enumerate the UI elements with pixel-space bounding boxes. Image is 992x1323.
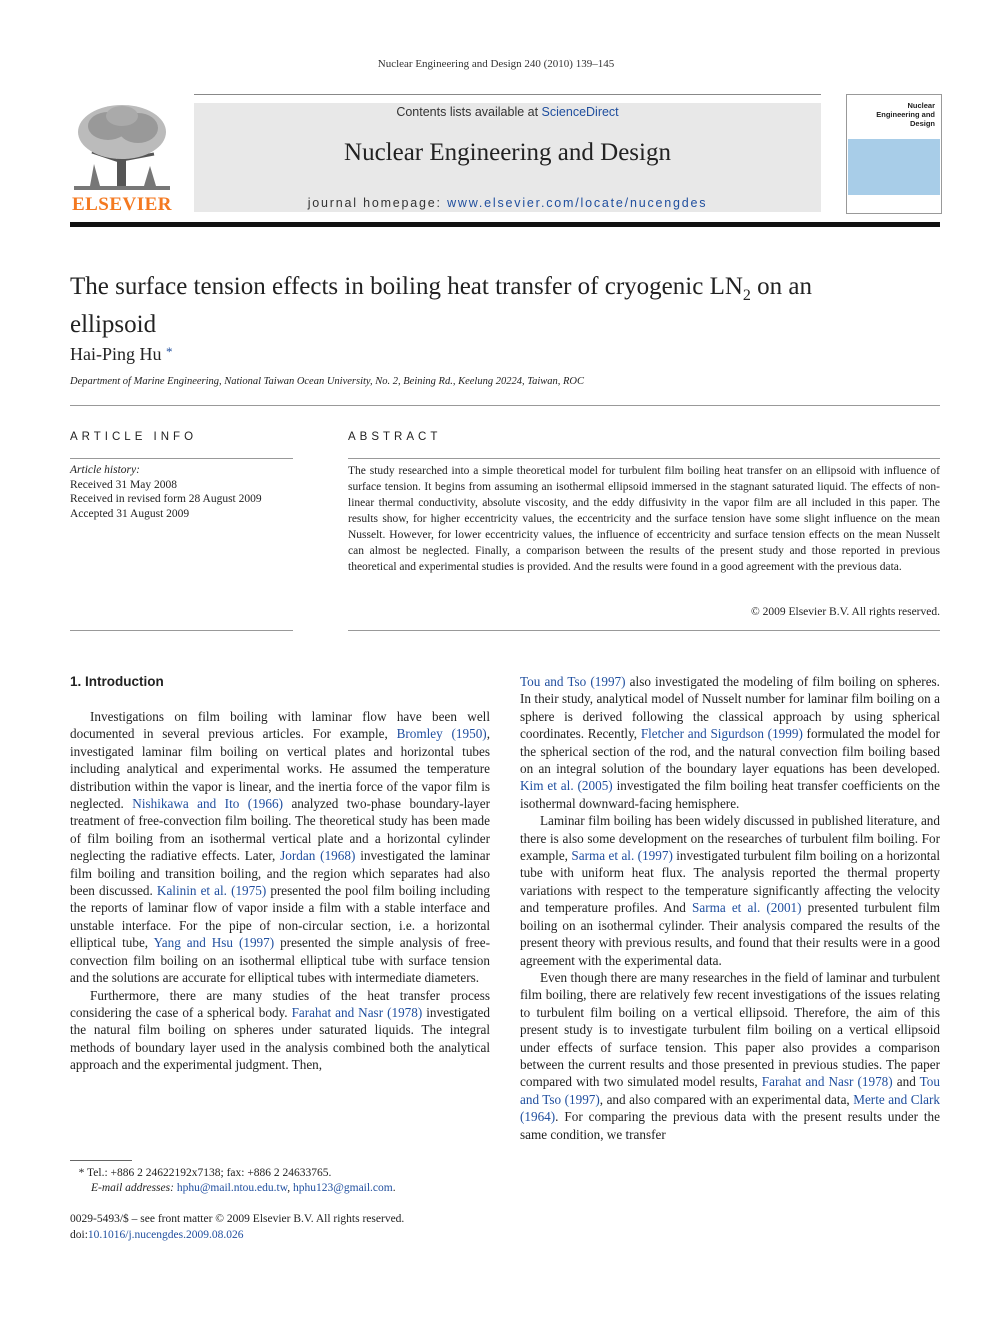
accepted-date: Accepted 31 August 2009	[70, 507, 190, 520]
text-run: presented the pool film boiling including the reports of laminar flow of vapor inside a film with a stable interface and unstable interface. For the pipe of non-circular section, i.e. a horizontal elliptical tube,	[70, 883, 490, 951]
text-run: analyzed two-phase boundary-layer treatment of free-convection film boiling. The theoretical study has been made of film boiling from an isothermal vertical plate and a horizontal cylinder neglecting the radiative effects. Later,	[70, 796, 490, 864]
email-label: E-mail addresses:	[91, 1182, 174, 1194]
footnote-phone: Tel.: +886 2 24622192x7138; fax: +886 2 24633765.	[84, 1167, 332, 1179]
text-run: formulated the model for the spherical section of the rod, and the natural convection film boiling based on an integral solution of the boundary layer equations has been developed.	[520, 726, 940, 777]
author-line	[70, 344, 173, 365]
title-subscript: 2	[742, 287, 751, 304]
intro-paragraph-2-continued	[520, 673, 940, 812]
citation-link[interactable]: Merte and Clark (1964)	[520, 1091, 941, 1125]
text-run: Furthermore, there are many studies of the heat transfer process considering the case of a spherical body.	[70, 987, 490, 1020]
tree-icon	[70, 102, 174, 194]
article-title	[70, 272, 870, 339]
text-run: Investigations on film boiling with laminar flow have been well documented in several previous articles. For example,	[70, 709, 490, 742]
text-run: presented turbulent film boiling on an isothermal cylinder. Their analysis compared the results of the present theory with previous results, and found that their results were in a good agreement with the experimental data.	[520, 900, 940, 968]
citation-link[interactable]: Kim et al. (2005)	[520, 778, 613, 794]
text-run: also investigated the modeling of film boiling on spheres. In their study, analytical model of Nusselt number for laminar film boiling on a sphere is derived following the classical approach by using spherical coordinates. Recently,	[520, 674, 940, 742]
email-separator: ,	[287, 1182, 294, 1194]
section-heading-introduction: 1. Introduction	[70, 674, 164, 689]
affiliation-divider	[70, 405, 940, 406]
affiliation: Department of Marine Engineering, National Taiwan Ocean University, No. 2, Beining Rd., Keelung 20224, Taiwan, ROC	[70, 376, 584, 387]
abstract-bottom-rule	[348, 630, 940, 631]
abstract-copyright: © 2009 Elsevier B.V. All rights reserved.	[751, 606, 940, 618]
text-run: Even though there are many researches in the field of laminar and turbulent film boiling, there are relatively few recent investigations of the issues relating to turbulent film boiling on a vertical ellipsoid. Therefore, the aim of this present study is to investigate turbulent film boiling on a vertical ellipsoid under effects of surface tension. This paper also provides a comparison between the current results and those presented in previous studies. The paper compared with two simulated model results,	[520, 969, 940, 1090]
text-run: , investigated laminar film boiling on vertical plates and horizontal tubes including analytical and experimental works. He assumed the temperature distribution within the vapor is linear, and the inertia force of the vapor film is neglected.	[70, 726, 490, 812]
doi-label: doi:	[70, 1229, 88, 1241]
elsevier-logo[interactable]	[70, 102, 174, 216]
title-part: The surface tension effects in boiling heat transfer of cryogenic LN	[70, 273, 743, 300]
contents-line	[194, 105, 821, 119]
journal-header	[194, 103, 821, 212]
text-run: and	[892, 1074, 920, 1090]
author-name: Hai-Ping Hu	[70, 344, 162, 364]
citation-link[interactable]: Farahat and Nasr (1978)	[761, 1074, 893, 1090]
homepage-line	[194, 196, 821, 210]
journal-cover-thumbnail[interactable]	[846, 94, 942, 214]
text-run: Laminar film boiling has been widely discussed in published literature, and there is also some development on the researches of turbulent film boiling. For example,	[520, 813, 940, 864]
right-column	[520, 673, 940, 1143]
article-info-bottom-rule	[70, 630, 293, 631]
abstract-text: The study researched into a simple theoretical model for turbulent film boiling heat transfer on an ellipsoid with influence of surface tension. It begins from assuming an isothermal ellipsoid immersed in the stagnant saturated liquid. The effects of non-linear thermal conductivity, absolute viscosity, and the eddy diffusivity in the vapor film are all included in this paper. The results show, for higher eccentricity values, the eccentricity and the surface tension have some slight influence on the mean Nusselt. However, for lower eccentricity values, the influence of eccentricity and surface tension effects on the mean Nusselt can almost be neglected. Finally, a comparison between the results of the present study and those reported in previous theoretical and experimental studies is provided. And the results were found in a good agreement with the previous data.	[348, 465, 940, 573]
journal-homepage-link[interactable]: www.elsevier.com/locate/nucengdes	[447, 196, 708, 210]
homepage-prefix: journal homepage:	[307, 196, 448, 210]
email-link[interactable]: hphu123@gmail.com	[293, 1182, 393, 1194]
revised-date: Received in revised form 28 August 2009	[70, 493, 262, 505]
header-divider	[70, 222, 940, 227]
citation-link[interactable]: Bromley (1950)	[396, 726, 487, 742]
citation-link[interactable]: Tou and Tso (1997)	[520, 674, 626, 689]
article-info-heading: ARTICLE INFO	[70, 431, 198, 443]
article-history	[70, 463, 262, 521]
cover-image	[848, 139, 940, 195]
citation-link[interactable]: Farahat and Nasr (1978)	[291, 1004, 423, 1020]
journal-reference: Nuclear Engineering and Design 240 (2010) 139–145	[377, 58, 615, 70]
footnote-emails	[70, 1181, 396, 1196]
intro-paragraph-1	[70, 708, 490, 987]
footnote	[70, 1166, 396, 1196]
text-run: investigated the natural film boiling on spheres under saturated liquids. The integral methods of boundary layer used in the analysis combined both the analytical approach and the experimental judgment. Then,	[70, 1004, 490, 1073]
citation-link[interactable]: Sarma et al. (1997)	[571, 848, 673, 864]
citation-link[interactable]: Tou and Tso (1997)	[520, 1074, 940, 1107]
citation-link[interactable]: Sarma et al. (2001)	[692, 900, 802, 916]
email-end: .	[392, 1182, 396, 1194]
email-link[interactable]: hphu@mail.ntou.edu.tw	[176, 1182, 288, 1194]
issn-line: 0029-5493/$ – see front matter © 2009 Elsevier B.V. All rights reserved.	[70, 1213, 405, 1225]
doi-line	[70, 1227, 404, 1243]
intro-paragraph-4	[520, 969, 940, 1143]
article-info-rule	[70, 458, 293, 459]
header-top-rule	[194, 94, 821, 95]
text-run: investigated the film boiling heat transfer coefficients on the isothermal downward-facing hemisphere.	[520, 778, 941, 811]
publisher-wordmark: ELSEVIER	[71, 194, 173, 215]
citation-link[interactable]: Kalinin et al. (1975)	[156, 883, 267, 899]
received-date: Received 31 May 2008	[70, 478, 177, 491]
abstract-heading: ABSTRACT	[348, 431, 442, 443]
abstract-rule	[348, 458, 940, 459]
footnote-mark: *	[78, 1167, 85, 1179]
text-run: . For comparing the previous data with the present results under the same condition, we transfer	[520, 1109, 940, 1142]
footnote-contact	[70, 1166, 396, 1181]
intro-paragraph-2	[70, 987, 490, 1074]
sciencedirect-link[interactable]: ScienceDirect	[541, 105, 619, 119]
journal-title: Nuclear Engineering and Design	[344, 139, 671, 166]
text-run: investigated turbulent film boiling on a horizontal tube with uniform heat flux. The analysis reported the thermal property variations with respect to the temperature significantly affecting the velocity and temperature profiles. And	[520, 848, 940, 916]
citation-link[interactable]: Nishikawa and Ito (1966)	[132, 796, 283, 812]
footnote-rule	[70, 1160, 132, 1161]
citation-link[interactable]: Yang and Hsu (1997)	[153, 935, 275, 951]
title-part: on an ellipsoid	[70, 273, 812, 338]
doi-link[interactable]: 10.1016/j.nucengdes.2009.08.026	[87, 1229, 244, 1241]
history-label: Article history:	[70, 464, 140, 476]
intro-paragraph-3	[520, 812, 940, 969]
corresponding-author-mark[interactable]: *	[166, 344, 173, 359]
citation-link[interactable]: Fletcher and Sigurdson (1999)	[640, 726, 803, 742]
left-column	[70, 708, 490, 1074]
front-matter	[70, 1211, 404, 1243]
cover-title: Nuclear Engineering and Design	[876, 101, 935, 128]
text-run: presented the simple analysis of free-convection film boiling on an isothermal elliptical tube with surface tension and the solutions are accurate for elliptical tubes with intermediate diameters.	[70, 935, 490, 986]
text-run: investigated the laminar film boiling and transition boiling, and the region which separates had also been discussed.	[70, 848, 490, 899]
citation-link[interactable]: Jordan (1968)	[280, 848, 356, 864]
text-run: , and also compared with an experimental data,	[599, 1091, 854, 1107]
contents-prefix: Contents lists available at	[396, 105, 542, 119]
